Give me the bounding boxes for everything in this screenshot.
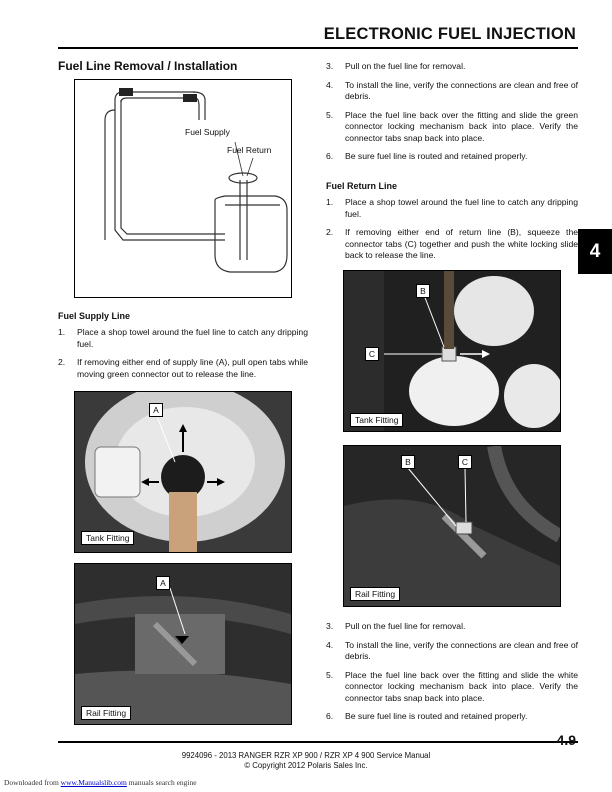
step-item [58, 327, 308, 350]
label-a: A [156, 576, 170, 590]
step-text: To install the line, verify the connections are clean and free of debris. [345, 639, 578, 661]
step-item [326, 61, 578, 73]
step-item [326, 151, 578, 163]
step-text: Place a shop towel around the fuel line to catch any dripping fuel. [77, 327, 308, 349]
supply-rail-fitting-photo [74, 563, 292, 725]
supply-steps-continued [326, 61, 578, 163]
step-item [326, 197, 578, 220]
step-number: 3. [326, 61, 334, 71]
fuel-line-drawing [75, 80, 291, 297]
manualslib-link[interactable]: www.Manualslib.com [60, 778, 127, 787]
supply-tank-fitting-photo [74, 391, 292, 553]
download-prefix: Downloaded from [4, 778, 59, 787]
step-item [326, 110, 578, 145]
tank-fitting-image [75, 392, 291, 552]
step-text: Pull on the fuel line for removal. [345, 621, 466, 631]
step-item [326, 711, 578, 723]
step-number: 4. [326, 79, 334, 90]
step-number: 4. [326, 639, 334, 650]
label-a: A [149, 403, 163, 417]
fuel-return-callout: Fuel Return [227, 145, 272, 155]
step-text: Place the fuel line back over the fitting and slide the green connector locking mechanism back into place. Verify the connector tabs snap back into place. [345, 109, 578, 143]
step-number: 2. [58, 357, 66, 367]
fuel-supply-heading: Fuel Supply Line [58, 311, 131, 321]
return-tank-fitting-photo [343, 270, 561, 432]
step-text: To install the line, verify the connections are clean and free of debris. [345, 79, 578, 101]
step-text: If removing either end of return line (B), squeeze the connector tabs (C) together and push the white locking slide back to release the line. [345, 227, 578, 260]
step-item [326, 640, 578, 663]
step-text: If removing either end of supply line (A), pull open tabs while moving green connector out to release the line. [77, 357, 308, 379]
label-c: C [458, 455, 472, 469]
rail-fitting-image [344, 446, 560, 606]
photo-caption: Rail Fitting [350, 587, 400, 601]
fuel-return-steps [326, 197, 578, 262]
footer-copyright-line: © Copyright 2012 Polaris Sales Inc. [244, 761, 368, 770]
step-text: Place the fuel line back over the fitting and slide the white connector locking mechanism back into place. Verify the connector tabs snap back into place. [345, 669, 578, 703]
footer-rule [58, 741, 578, 743]
header-rule [58, 47, 578, 49]
chapter-tab: 4 [578, 229, 612, 274]
step-item [326, 227, 578, 262]
fuel-line-diagram [74, 79, 292, 298]
step-number: 3. [326, 621, 334, 631]
step-item [326, 670, 578, 705]
rail-fitting-image [75, 564, 291, 724]
photo-caption: Tank Fitting [350, 413, 403, 427]
label-c: C [365, 347, 379, 361]
fuel-supply-steps [58, 327, 308, 380]
step-number: 1. [58, 327, 66, 337]
step-item [58, 357, 308, 380]
step-text: Be sure fuel line is routed and retained properly. [345, 151, 528, 161]
step-text: Place a shop towel around the fuel line to catch any dripping fuel. [345, 197, 578, 219]
return-rail-fitting-photo [343, 445, 561, 607]
return-steps-after [326, 621, 578, 723]
photo-caption: Rail Fitting [81, 706, 131, 720]
step-number: 2. [326, 227, 334, 237]
step-number: 5. [326, 669, 334, 680]
step-number: 6. [326, 151, 334, 161]
download-note [4, 778, 197, 787]
page-header-title: ELECTRONIC FUEL INJECTION [323, 25, 576, 43]
label-b: B [416, 284, 430, 298]
fuel-supply-callout: Fuel Supply [185, 127, 230, 137]
step-item [326, 80, 578, 103]
step-text: Pull on the fuel line for removal. [345, 61, 466, 71]
step-item [326, 621, 578, 633]
step-number: 5. [326, 109, 334, 120]
download-suffix: manuals search engine [128, 778, 197, 787]
section-title: Fuel Line Removal / Installation [58, 59, 238, 73]
fuel-return-heading: Fuel Return Line [326, 181, 398, 191]
label-b: B [401, 455, 415, 469]
photo-caption: Tank Fitting [81, 531, 134, 545]
step-number: 6. [326, 711, 334, 721]
page-number: 4.9 [556, 732, 576, 748]
step-number: 1. [326, 197, 334, 207]
step-text: Be sure fuel line is routed and retained properly. [345, 711, 528, 721]
footer-manual-line: 9924096 - 2013 RANGER RZR XP 900 / RZR XP 4 900 Service Manual [181, 751, 431, 760]
